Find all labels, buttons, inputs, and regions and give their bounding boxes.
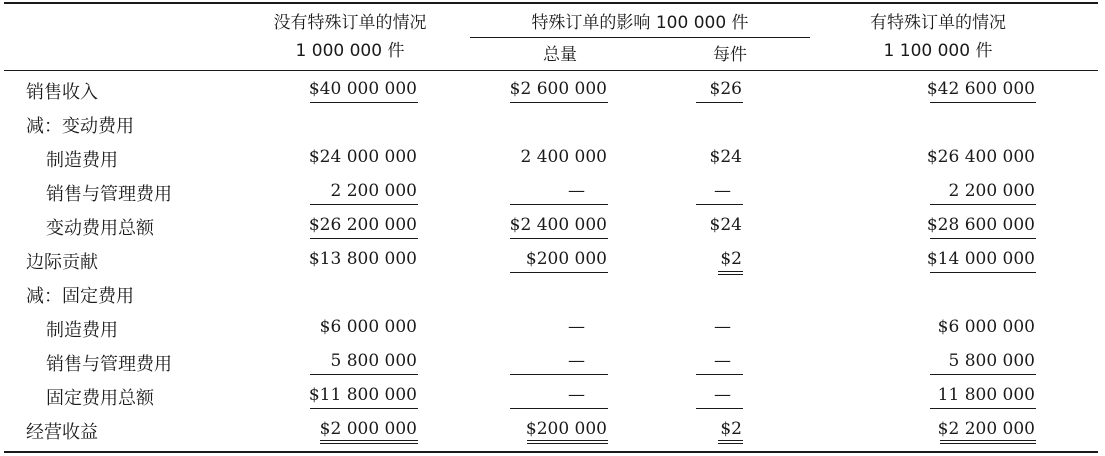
row-label: 边际贡献: [26, 252, 98, 273]
value-without-order: $24 000 000: [308, 147, 417, 167]
row-label: 销售与管理费用: [46, 184, 172, 205]
underline: [510, 408, 608, 409]
value-without-order: 5 800 000: [330, 351, 417, 371]
value-order-total: $2 600 000: [509, 79, 607, 99]
underline: [930, 408, 1036, 409]
value-without-order: $2 000 000: [319, 419, 417, 439]
table-row-variable-selling-admin: [0, 174, 1105, 208]
header-col3-title: 有特殊订单的情况: [870, 13, 1006, 33]
value-without-order: $11 800 000: [308, 385, 417, 405]
underline: [696, 102, 743, 103]
value-with-order: $26 400 000: [926, 147, 1035, 167]
table-row-variable-manufacturing: [0, 140, 1105, 174]
value-order-total: $200 000: [525, 419, 607, 439]
value-order-total: —: [568, 181, 585, 201]
table-row-fixed-manufacturing: [0, 310, 1105, 344]
table-row-variable-total: [0, 208, 1105, 242]
underline: [310, 238, 418, 239]
double-underline: [718, 440, 743, 444]
underline: [510, 102, 608, 103]
table-row-contribution-margin: [0, 242, 1105, 276]
value-with-order: $28 600 000: [926, 215, 1035, 235]
underline: [696, 408, 743, 409]
header-col2-rule: [470, 37, 810, 38]
value-without-order: $6 000 000: [319, 317, 417, 337]
row-label: 经营收益: [26, 422, 98, 443]
header-col2-per-unit: 每件: [713, 45, 747, 65]
value-with-order: $14 000 000: [926, 249, 1035, 269]
table-row-less-variable: [0, 106, 1105, 140]
row-label: 销售与管理费用: [46, 354, 172, 375]
underline: [930, 374, 1036, 375]
value-order-per-unit: $24: [709, 215, 742, 235]
table-top-rule: [4, 2, 1098, 4]
underline: [310, 408, 418, 409]
underline: [310, 204, 418, 205]
underline: [930, 204, 1036, 205]
table-bottom-rule: [4, 451, 1098, 453]
underline: [930, 102, 1036, 103]
value-with-order: $2 200 000: [937, 419, 1035, 439]
underline: [696, 204, 743, 205]
table-row-sales: [0, 72, 1105, 106]
row-label: 制造费用: [46, 320, 118, 341]
table-row-less-fixed: [0, 276, 1105, 310]
underline: [510, 204, 608, 205]
underline: [510, 374, 608, 375]
value-order-per-unit: $2: [720, 249, 742, 269]
row-label: 制造费用: [46, 150, 118, 171]
value-order-total: —: [568, 385, 585, 405]
value-order-per-unit: —: [714, 181, 731, 201]
header-col1-title: 没有特殊订单的情况: [273, 13, 427, 33]
underline: [510, 238, 608, 239]
underline: [510, 272, 608, 273]
header-col1-units: 1 000 000 件: [295, 41, 405, 61]
value-order-per-unit: —: [714, 385, 731, 405]
row-label: 减：变动费用: [26, 116, 134, 137]
value-order-per-unit: —: [714, 351, 731, 371]
value-order-total: —: [568, 351, 585, 371]
value-order-total: —: [568, 317, 585, 337]
row-label: 销售收入: [26, 82, 98, 103]
table-row-operating-income: [0, 412, 1105, 446]
value-with-order: 2 200 000: [948, 181, 1035, 201]
value-with-order: 5 800 000: [948, 351, 1035, 371]
header-col3-units: 1 100 000 件: [883, 41, 993, 61]
header-col2-total: 总量: [543, 45, 577, 65]
value-order-total: $200 000: [525, 249, 607, 269]
underline: [930, 272, 1036, 273]
value-order-per-unit: $26: [709, 79, 742, 99]
underline: [310, 102, 418, 103]
double-underline: [718, 271, 743, 275]
value-without-order: $40 000 000: [308, 79, 417, 99]
value-order-per-unit: $24: [709, 147, 742, 167]
header-bottom-rule: [4, 70, 1098, 71]
header-col2-title: 特殊订单的影响 100 000 件: [531, 13, 749, 33]
row-label: 变动费用总额: [46, 218, 154, 239]
value-without-order: $26 200 000: [308, 215, 417, 235]
double-underline: [320, 440, 418, 444]
value-order-total: 2 400 000: [520, 147, 607, 167]
double-underline: [527, 440, 608, 444]
value-without-order: 2 200 000: [330, 181, 417, 201]
value-with-order: $42 600 000: [926, 79, 1035, 99]
double-underline: [940, 440, 1036, 444]
value-order-total: $2 400 000: [509, 215, 607, 235]
value-order-per-unit: —: [714, 317, 731, 337]
row-label: 减：固定费用: [26, 286, 134, 307]
value-order-per-unit: $2: [720, 419, 742, 439]
underline: [310, 374, 418, 375]
value-with-order: $6 000 000: [937, 317, 1035, 337]
value-with-order: 11 800 000: [937, 385, 1035, 405]
underline: [696, 374, 743, 375]
underline: [930, 238, 1036, 239]
table-row-fixed-selling-admin: [0, 344, 1105, 378]
value-without-order: $13 800 000: [308, 249, 417, 269]
row-label: 固定费用总额: [46, 388, 154, 409]
table-row-fixed-total: [0, 378, 1105, 412]
